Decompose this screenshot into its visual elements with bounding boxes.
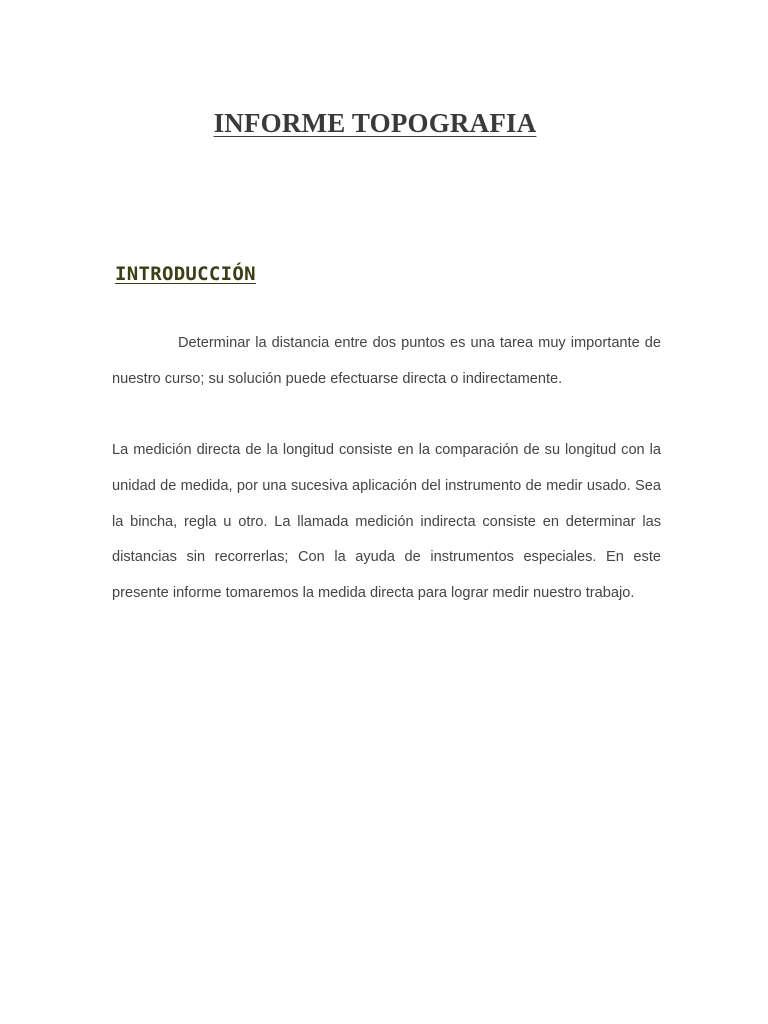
- section-heading-introduccion: INTRODUCCIÓN: [115, 263, 256, 285]
- paragraph-intro: Determinar la distancia entre dos puntos es una tarea muy importante de nuestro curso; su solución puede efectuarse directa o indirectamente.: [112, 335, 661, 387]
- document-title: INFORME TOPOGRAFIA: [213, 108, 537, 138]
- paragraph-medicion: La medición directa de la longitud consiste en la comparación de su longitud con la unidad de medida, por una sucesiva aplicación del instrumento de medir usado. Sea la bincha, regla u otro. La llamada medición indirecta consiste en determinar las distancias sin recorrerlas; Con la ayuda de instrumentos especiales. En este presente informe tomaremos la medida directa para lograr medir nuestro trabajo.: [112, 442, 661, 602]
